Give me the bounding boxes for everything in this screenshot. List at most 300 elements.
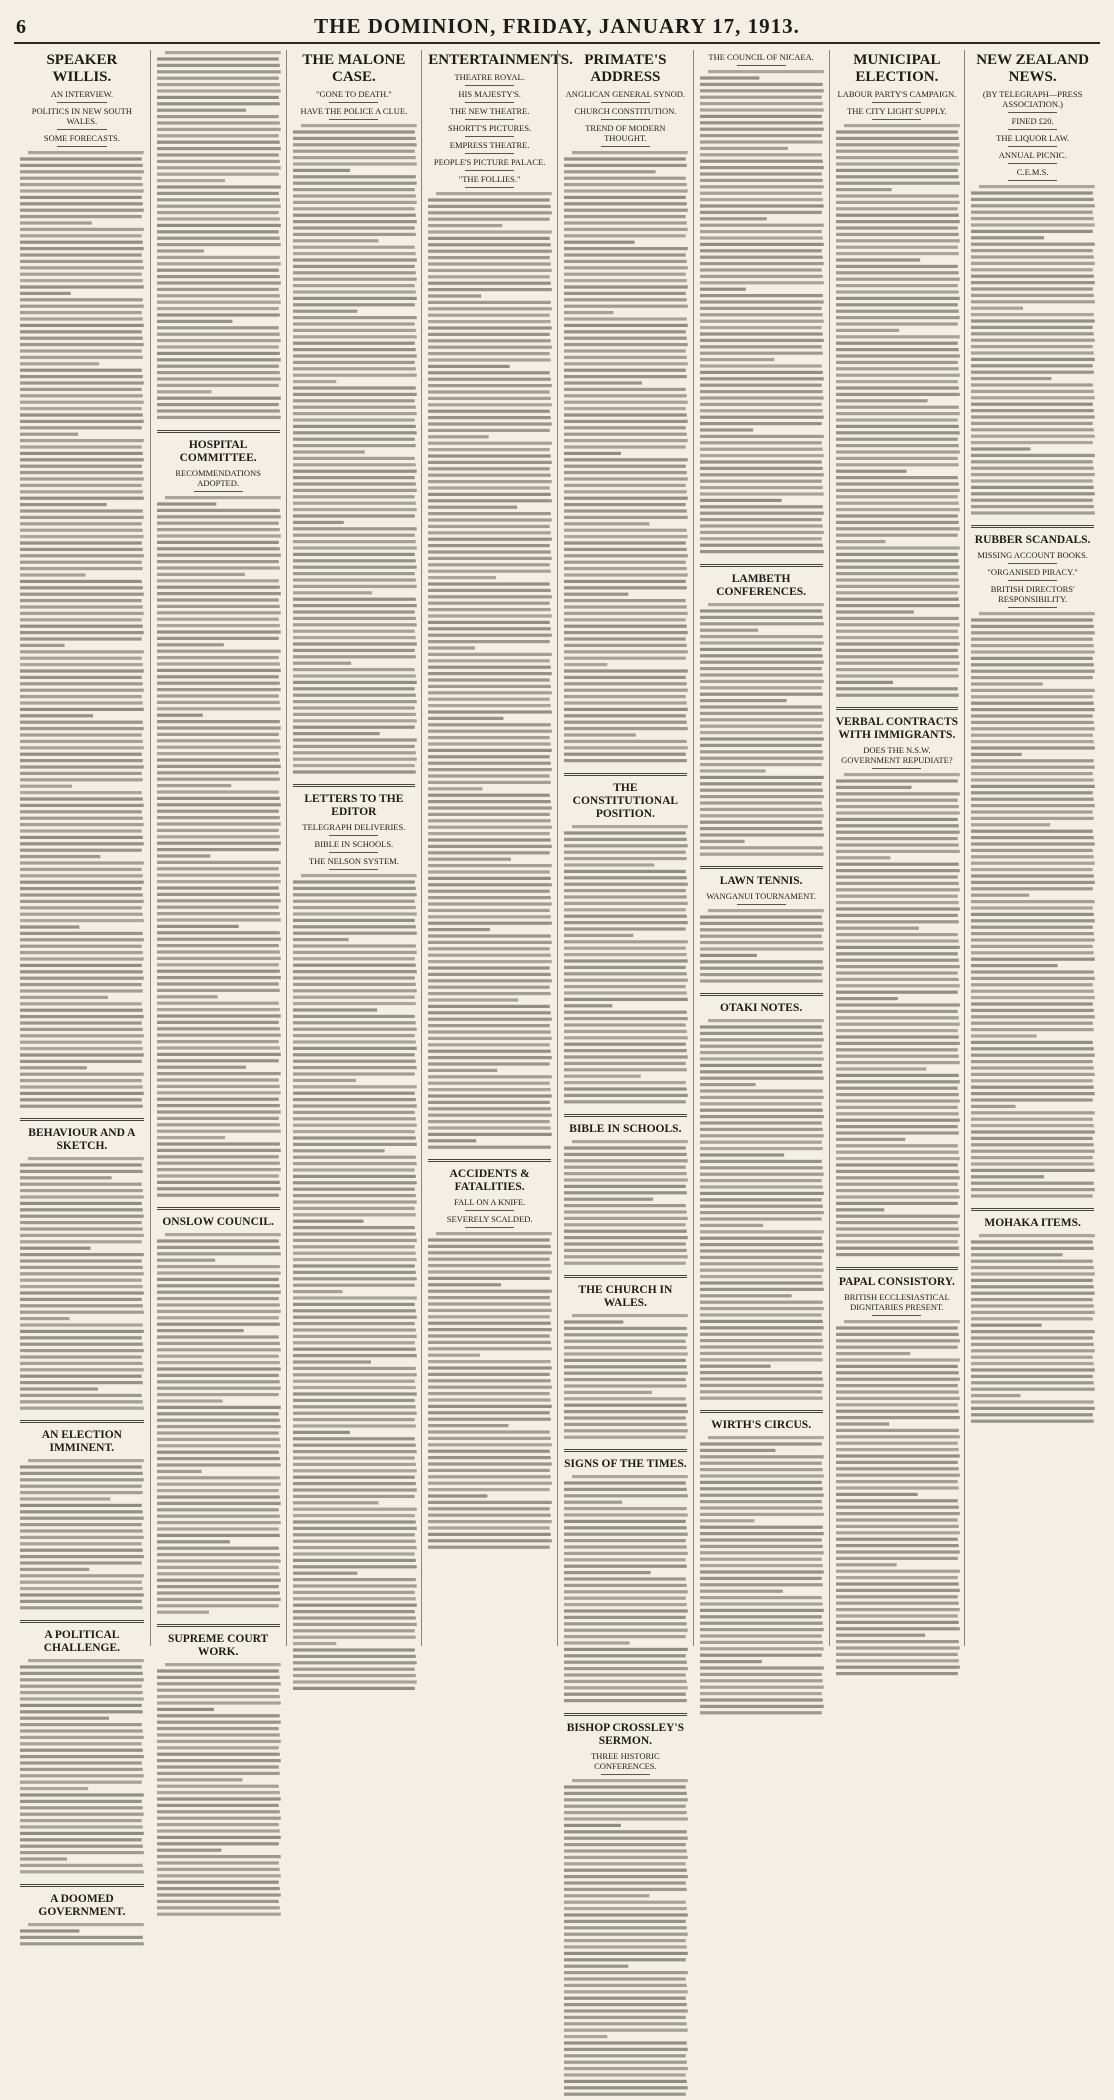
text-line <box>564 317 687 320</box>
text-line <box>428 634 552 637</box>
text-line <box>836 837 958 840</box>
text-line <box>428 730 552 733</box>
text-line <box>20 1491 143 1494</box>
text-line <box>564 1635 686 1638</box>
article-divider <box>20 1118 144 1121</box>
text-line <box>157 1297 279 1300</box>
text-line <box>293 162 417 165</box>
text-line <box>564 1327 687 1330</box>
text-line <box>20 1015 144 1018</box>
text-line <box>157 1451 279 1454</box>
text-line <box>836 1125 958 1128</box>
text-line <box>836 316 960 319</box>
text-line <box>157 733 279 736</box>
text-line <box>564 1526 687 1529</box>
text-line <box>564 2080 687 2083</box>
text-line <box>708 1019 824 1022</box>
text-line <box>157 109 246 112</box>
text-line <box>836 1234 960 1237</box>
text-line <box>20 1774 144 1777</box>
article-divider <box>157 1207 280 1210</box>
text-line <box>293 1578 416 1581</box>
text-line <box>157 1419 280 1422</box>
text-line <box>428 269 552 272</box>
text-line <box>293 938 349 941</box>
text-line <box>700 1301 823 1304</box>
text-line <box>564 292 686 295</box>
text-line <box>428 640 550 643</box>
text-line <box>293 1501 378 1504</box>
text-line <box>293 1085 417 1088</box>
text-line <box>157 1399 223 1402</box>
text-line <box>428 896 551 899</box>
text-line <box>293 1572 357 1575</box>
text-line <box>293 374 417 377</box>
text-line <box>157 867 279 870</box>
text-line <box>157 707 281 710</box>
text-line <box>428 1245 551 1248</box>
text-line <box>700 1519 754 1522</box>
text-line <box>293 1559 416 1562</box>
text-line <box>293 1668 415 1671</box>
text-line <box>293 137 416 140</box>
text-line <box>20 1529 143 1532</box>
short-rule <box>737 904 786 905</box>
text-line <box>836 1144 958 1147</box>
text-line <box>428 794 550 797</box>
text-line <box>20 157 142 160</box>
text-line <box>20 625 143 628</box>
text-line <box>564 676 686 679</box>
text-line <box>836 1048 958 1051</box>
article-subheading: FALL ON A KNIFE. <box>453 1197 526 1207</box>
text-line <box>564 889 686 892</box>
article-subheading: LABOUR PARTY'S CAMPAIGN. <box>837 89 957 99</box>
text-line <box>20 759 143 762</box>
text-line <box>428 960 552 963</box>
text-line <box>700 928 824 931</box>
text-line <box>293 764 415 767</box>
article-subheading: SOME FORECASTS. <box>43 133 120 143</box>
text-line <box>293 1591 415 1594</box>
text-line <box>700 1038 824 1041</box>
text-line <box>971 447 1030 450</box>
text-line <box>971 287 1093 290</box>
text-line <box>564 831 686 834</box>
text-line <box>700 1077 824 1080</box>
text-line <box>836 1550 960 1553</box>
text-line <box>836 553 958 556</box>
text-line <box>293 1552 415 1555</box>
text-line <box>700 718 824 721</box>
text-line <box>700 358 774 361</box>
text-line <box>836 303 958 306</box>
text-line <box>428 1056 552 1059</box>
text-line <box>428 1037 552 1040</box>
text-line <box>844 1320 960 1323</box>
text-line <box>836 188 892 191</box>
text-line <box>157 345 279 348</box>
text-line <box>836 1339 960 1342</box>
text-line <box>836 418 958 421</box>
text-line <box>700 134 822 137</box>
text-line <box>564 509 687 512</box>
text-line <box>836 1640 959 1643</box>
text-line <box>293 944 416 947</box>
text-line <box>564 1552 688 1555</box>
text-line <box>971 1054 1095 1057</box>
text-line <box>700 102 823 105</box>
text-line <box>157 1246 280 1249</box>
text-line <box>836 354 960 357</box>
text-line <box>971 236 1044 239</box>
text-line <box>20 465 142 468</box>
text-line <box>836 1403 958 1406</box>
text-line <box>428 602 550 605</box>
text-line <box>564 1410 688 1413</box>
text-line <box>20 1929 79 1932</box>
text-line <box>564 567 687 570</box>
text-line <box>157 662 280 665</box>
text-line <box>971 1247 1094 1250</box>
text-line <box>971 964 1058 967</box>
text-line <box>293 1156 416 1159</box>
short-rule <box>601 119 650 120</box>
text-line <box>20 337 143 340</box>
text-line <box>20 1813 144 1816</box>
text-line <box>157 365 279 368</box>
text-line <box>564 1673 686 1676</box>
text-line <box>157 224 281 227</box>
text-line <box>20 1870 144 1873</box>
text-line <box>971 1150 1095 1153</box>
text-line <box>157 153 279 156</box>
text-line <box>564 490 687 493</box>
text-line <box>700 192 822 195</box>
text-line <box>971 467 1094 470</box>
text-line <box>564 947 686 950</box>
text-line <box>428 832 550 835</box>
text-line <box>20 1375 142 1378</box>
text-line <box>20 535 144 538</box>
text-line <box>564 1488 687 1491</box>
text-line <box>700 667 822 670</box>
short-rule <box>872 768 921 769</box>
text-line <box>428 1392 550 1395</box>
text-line <box>979 1234 1095 1237</box>
short-rule <box>194 491 243 492</box>
text-line <box>971 403 1093 406</box>
text-line <box>157 147 281 150</box>
text-line <box>20 1336 142 1339</box>
article-divider <box>564 1713 687 1716</box>
text-line <box>564 1843 686 1846</box>
text-line <box>836 1666 960 1669</box>
text-line <box>971 1368 1095 1371</box>
text-line <box>428 1443 552 1446</box>
text-line <box>157 1842 279 1845</box>
text-line <box>564 1191 687 1194</box>
text-line <box>836 939 959 942</box>
text-line <box>971 1272 1095 1275</box>
text-line <box>28 1157 144 1160</box>
text-line <box>157 294 280 297</box>
text-line <box>700 108 824 111</box>
text-line <box>428 1526 550 1529</box>
text-line <box>428 326 552 329</box>
text-line <box>20 1561 142 1564</box>
text-line <box>836 1602 959 1605</box>
text-line <box>20 541 142 544</box>
text-line <box>157 630 281 633</box>
text-line <box>844 124 960 127</box>
article-headline: LAMBETH CONFERENCES. <box>716 573 807 598</box>
article-subheading: "GONE TO DEATH." <box>315 89 392 99</box>
text-line <box>293 1456 415 1459</box>
text-line <box>700 648 822 651</box>
text-line <box>428 1405 552 1408</box>
text-line <box>564 298 687 301</box>
article-headline: PAPAL CONSISTORY. <box>838 1276 955 1288</box>
text-line <box>836 668 958 671</box>
text-line <box>428 205 551 208</box>
text-line <box>700 1673 822 1676</box>
column-2 <box>150 50 286 1658</box>
text-line <box>20 951 143 954</box>
text-line <box>564 1011 687 1014</box>
text-line <box>700 1217 822 1220</box>
text-line <box>428 320 551 323</box>
text-line <box>293 143 417 146</box>
text-line <box>836 978 959 981</box>
text-line <box>836 811 960 814</box>
text-line <box>700 524 823 527</box>
text-line <box>836 1659 959 1662</box>
text-line <box>836 585 960 588</box>
article-subheading: CHURCH CONSTITUTION. <box>574 106 677 116</box>
text-line <box>157 771 279 774</box>
article-divider <box>157 430 280 433</box>
text-line <box>564 1153 687 1156</box>
text-line <box>20 529 143 532</box>
text-line <box>157 237 280 240</box>
text-line <box>564 1849 687 1852</box>
text-line <box>700 808 823 811</box>
article-divider <box>157 1624 280 1627</box>
text-line <box>20 516 144 519</box>
text-line <box>157 880 281 883</box>
text-line <box>971 823 1050 826</box>
text-line <box>20 1176 112 1179</box>
text-line <box>428 525 550 528</box>
text-line <box>836 175 959 178</box>
text-line <box>20 1581 142 1584</box>
text-line <box>20 1247 91 1250</box>
text-line <box>20 1606 143 1609</box>
text-line <box>20 317 143 320</box>
text-line <box>700 1455 824 1458</box>
text-line <box>20 868 142 871</box>
text-line <box>293 1424 416 1427</box>
text-line <box>564 637 686 640</box>
text-line <box>836 869 960 872</box>
newspaper-title: THE DOMINION, FRIDAY, JANUARY 17, 1913. <box>314 14 800 38</box>
text-line <box>971 810 1093 813</box>
text-line <box>428 237 550 240</box>
text-line <box>20 881 144 884</box>
text-line <box>20 394 143 397</box>
text-line <box>20 785 72 788</box>
text-line <box>700 537 822 540</box>
text-line <box>157 1406 281 1409</box>
text-line <box>20 311 142 314</box>
text-line <box>428 531 551 534</box>
text-line <box>700 1622 823 1625</box>
text-line <box>700 1660 762 1663</box>
article-divider <box>836 707 959 710</box>
text-line <box>157 944 279 947</box>
text-line <box>700 1256 822 1259</box>
text-line <box>700 1532 824 1535</box>
text-line <box>428 461 552 464</box>
text-line <box>700 973 822 976</box>
text-line <box>293 265 415 268</box>
text-line <box>971 422 1093 425</box>
text-line <box>564 1641 630 1644</box>
text-line <box>157 320 232 323</box>
text-line <box>293 348 416 351</box>
text-line <box>564 1945 687 1948</box>
text-line <box>157 390 211 393</box>
text-line <box>971 670 1095 673</box>
text-line <box>700 230 822 233</box>
text-line <box>971 778 1094 781</box>
text-line <box>293 906 416 909</box>
text-line <box>157 198 280 201</box>
text-line <box>971 1015 1095 1018</box>
text-line <box>564 183 687 186</box>
text-line <box>293 1264 415 1267</box>
text-line <box>700 217 767 220</box>
text-line <box>20 196 142 199</box>
text-line <box>28 151 144 154</box>
article-divider <box>20 1884 144 1887</box>
text-line <box>572 1314 688 1317</box>
text-line <box>20 1208 143 1211</box>
text-line <box>836 1608 960 1611</box>
article-subheading: TREND OF MODERN THOUGHT. <box>585 123 666 143</box>
text-line <box>564 883 688 886</box>
text-line <box>700 1570 824 1573</box>
text-line <box>564 876 687 879</box>
text-line <box>20 1485 142 1488</box>
text-line <box>20 964 142 967</box>
text-line <box>836 150 958 153</box>
text-line <box>157 1746 279 1749</box>
text-line <box>700 699 787 702</box>
text-line <box>20 253 142 256</box>
article-subheading: BRITISH ECCLESIASTICAL DIGNITARIES PRESENT. <box>844 1292 950 1312</box>
text-line <box>700 853 824 856</box>
text-line <box>971 345 1093 348</box>
text-line <box>157 906 279 909</box>
text-line <box>428 1411 550 1414</box>
text-line <box>293 450 365 453</box>
text-line <box>564 433 687 436</box>
text-line <box>564 618 686 621</box>
text-line <box>293 463 416 466</box>
article-body-text <box>293 873 416 1695</box>
text-line <box>700 1313 822 1316</box>
text-line <box>20 1806 143 1809</box>
text-line <box>20 1394 142 1397</box>
text-line <box>20 1195 144 1198</box>
text-line <box>700 300 824 303</box>
text-line <box>20 932 143 935</box>
text-line <box>564 1693 686 1696</box>
text-line <box>971 625 1094 628</box>
text-line <box>971 473 1095 476</box>
text-line <box>700 641 824 644</box>
text-line <box>971 1105 1016 1108</box>
text-line <box>20 1170 143 1173</box>
text-line <box>293 175 416 178</box>
text-line <box>564 439 688 442</box>
text-line <box>836 194 959 197</box>
text-line <box>700 128 824 131</box>
text-line <box>700 1326 824 1329</box>
text-line <box>971 695 1093 698</box>
text-line <box>836 1589 960 1592</box>
article-body-text <box>700 1435 823 1719</box>
text-line <box>971 1343 1094 1346</box>
text-line <box>157 77 279 80</box>
text-line <box>700 1705 824 1708</box>
article-headline: LAWN TENNIS. <box>719 875 803 887</box>
text-line <box>20 1234 144 1237</box>
text-line <box>708 1436 824 1439</box>
text-line <box>157 784 231 787</box>
article-body-text <box>428 1231 551 1553</box>
text-line <box>293 1098 416 1101</box>
text-line <box>20 490 143 493</box>
text-line <box>564 2048 688 2051</box>
text-line <box>293 1546 417 1549</box>
text-line <box>836 233 959 236</box>
text-line <box>293 156 416 159</box>
text-line <box>20 657 142 660</box>
text-line <box>293 1296 417 1299</box>
text-line <box>700 249 822 252</box>
text-line <box>301 874 417 877</box>
text-line <box>428 422 552 425</box>
text-line <box>157 752 279 755</box>
text-line <box>971 211 1093 214</box>
text-line <box>700 941 823 944</box>
text-line <box>971 383 1093 386</box>
text-line <box>700 1468 823 1471</box>
text-line <box>20 1710 143 1713</box>
article-body-text <box>20 150 144 1112</box>
text-line <box>157 416 281 419</box>
text-line <box>564 1236 688 1239</box>
text-line <box>293 1431 350 1434</box>
text-line <box>428 1462 552 1465</box>
text-line <box>428 1283 501 1286</box>
text-line <box>971 191 1093 194</box>
text-line <box>157 822 281 825</box>
text-line <box>971 1400 1094 1403</box>
